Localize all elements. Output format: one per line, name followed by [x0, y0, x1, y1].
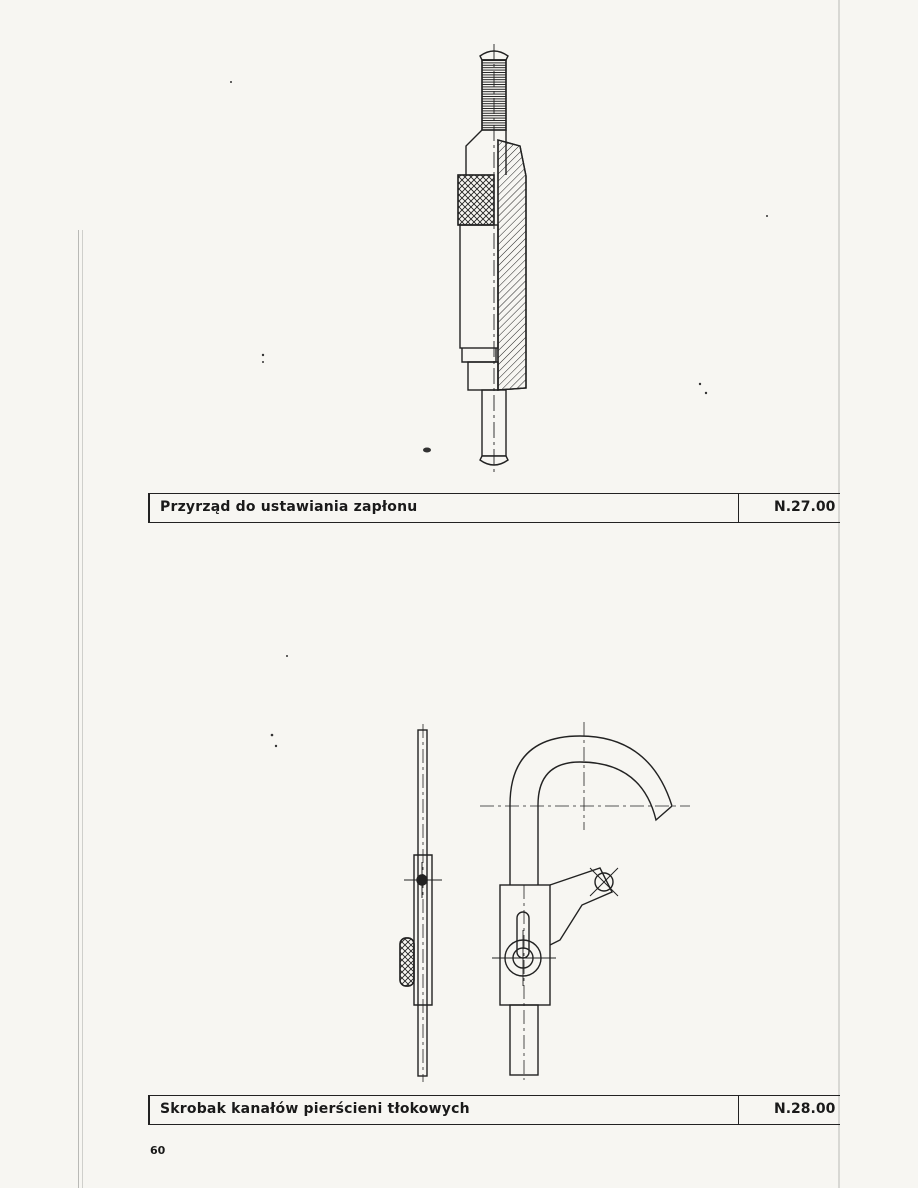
caption-left-rule — [148, 494, 150, 522]
caption-divider — [738, 494, 739, 522]
ignition-timing-tool-drawing — [458, 44, 526, 476]
figure-code: N.27.00 — [774, 499, 836, 515]
figure-caption-bar — [148, 1095, 840, 1125]
scraper-front-view-drawing — [480, 722, 690, 1080]
page-number: 60 — [150, 1144, 166, 1157]
caption-divider — [738, 1096, 739, 1124]
caption-left-rule — [148, 1096, 150, 1124]
figure-title: Skrobak kanałów pierścieni tłokowych — [160, 1101, 470, 1117]
figure-code: N.28.00 — [774, 1101, 836, 1117]
scraper-side-view-drawing — [400, 724, 442, 1082]
figure-caption-bar — [148, 493, 840, 523]
figure-title: Przyrząd do ustawiania zapłonu — [160, 499, 418, 515]
